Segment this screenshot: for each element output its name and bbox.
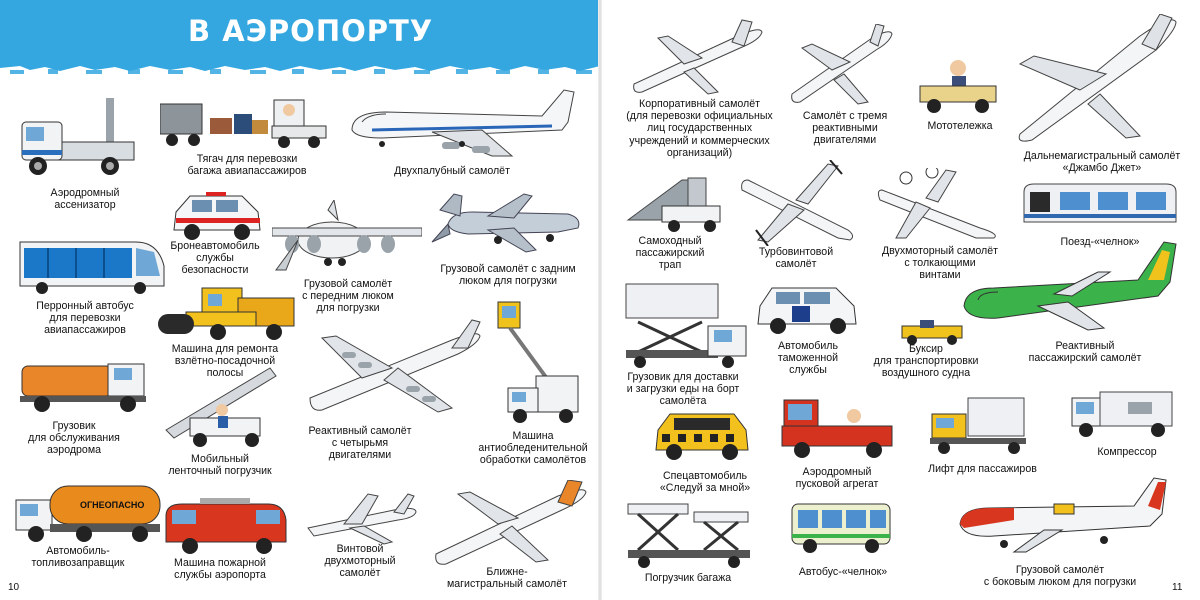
caption-fire-truck: Машина пожарной службы аэропорта xyxy=(174,557,266,582)
tank-warning-label: ОГНЕОПАСНО xyxy=(80,500,145,510)
passenger-jet-illustration xyxy=(958,236,1180,332)
caption-jumbo-jet: Дальнемагистральный самолёт «Джамбо Джет» xyxy=(1023,150,1181,175)
page-number-right: 11 xyxy=(1172,582,1183,593)
caption-baggage-loader: Погрузчик багажа xyxy=(644,572,732,584)
caption-rear-hatch-cargo-plane: Грузовой самолёт с задним люком для погрузки xyxy=(440,263,576,288)
caption-armored-security-car: Бронеавтомобиль службы безопасности xyxy=(170,240,260,277)
caption-aerodrome-service-truck: Грузовик для обслуживания аэродрома xyxy=(28,420,120,457)
side-hatch-cargo-plane-illustration xyxy=(954,474,1172,556)
ground-power-unit-illustration xyxy=(780,396,894,460)
caption-side-hatch-cargo-plane: Грузовой самолёт с боковым люком для погрузки xyxy=(983,564,1137,589)
caption-aerodrome-sanitizer: Аэродромный ассенизатор xyxy=(50,187,120,212)
caption-compressor: Компрессор xyxy=(1097,446,1157,458)
caption-double-deck-plane: Двухпалубный самолёт xyxy=(394,165,510,177)
caption-corporate-plane: Корпоративный самолёт (для перевозки официальных лиц государственных учреждений и коммерческих организаций) xyxy=(626,98,773,159)
belt-loader-illustration xyxy=(160,360,282,450)
corporate-plane-illustration xyxy=(628,18,766,96)
caption-front-hatch-cargo-plane: Грузовой самолёт с передним люком для погрузки xyxy=(302,278,394,315)
jumbo-jet-illustration xyxy=(1010,14,1180,142)
rear-hatch-cargo-plane-illustration xyxy=(428,192,586,256)
caption-aircraft-tug: Буксир для транспортировки воздушного судна xyxy=(873,343,979,380)
shuttle-train-illustration xyxy=(1020,182,1180,228)
turboprop-plane-illustration xyxy=(738,160,862,246)
caption-passenger-jet: Реактивный пассажирский самолёт xyxy=(1028,340,1142,365)
caption-pusher-twin-plane: Двухмоторный самолёт с толкающими винтами xyxy=(881,245,998,282)
caption-shuttle-bus: Автобус-«челнок» xyxy=(798,566,888,578)
caption-deicing-machine: Машина антиобледенительной обработки самолётов xyxy=(478,430,588,467)
pusher-twin-plane-illustration xyxy=(876,168,1004,240)
service-truck-illustration xyxy=(18,358,148,414)
baggage-loader-illustration xyxy=(624,494,754,570)
caption-apron-bus: Перронный автобус для перевозки авиапассажиров xyxy=(36,300,134,337)
apron-bus-illustration xyxy=(18,236,166,296)
four-engine-jet-illustration xyxy=(302,318,488,418)
deicing-machine-illustration xyxy=(488,300,580,428)
short-haul-plane-illustration xyxy=(428,480,592,566)
caption-mobile-stairs: Самоходный пассажирский трап xyxy=(635,235,705,272)
twin-prop-plane-illustration xyxy=(304,490,422,546)
caption-belt-loader: Мобильный ленточный погрузчик xyxy=(168,453,272,478)
double-deck-plane-illustration xyxy=(342,86,582,162)
passenger-lift-illustration xyxy=(928,394,1028,458)
caption-shuttle-train: Поезд-«челнок» xyxy=(1060,236,1140,248)
compressor-illustration xyxy=(1068,388,1176,440)
catering-truck-illustration xyxy=(622,282,748,370)
caption-twin-prop-plane: Винтовой двухмоторный самолёт xyxy=(324,543,396,580)
front-hatch-cargo-plane-illustration xyxy=(272,200,422,276)
sanitizer-truck-illustration xyxy=(18,98,138,180)
runway-repair-illustration xyxy=(158,284,296,342)
baggage-tractor-illustration xyxy=(160,96,328,148)
caption-turboprop-plane: Турбовинтовой самолёт xyxy=(758,246,834,271)
caption-motor-cart: Мототележка xyxy=(927,120,993,132)
fire-truck-illustration xyxy=(164,496,288,556)
page-spine xyxy=(598,0,602,600)
caption-three-jet-plane: Самолёт с тремя реактивными двигателями xyxy=(802,110,888,147)
mobile-stairs-illustration xyxy=(622,176,722,234)
three-jet-plane-illustration xyxy=(786,24,896,106)
page-title: В АЭРОПОРТУ xyxy=(188,14,434,48)
caption-catering-truck: Грузовик для доставки и загрузки еды на борт самолёта xyxy=(626,371,740,408)
caption-follow-me-car: Спецавтомобиль «Следуй за мной» xyxy=(659,470,751,495)
caption-short-haul-plane: Ближне- магистральный самолёт xyxy=(447,566,567,591)
customs-car-illustration xyxy=(756,284,860,336)
motor-cart-illustration xyxy=(918,58,998,114)
caption-baggage-tractor: Тягач для перевозки багажа авиапассажиров xyxy=(187,153,307,178)
caption-four-engine-jet: Реактивный самолёт с четырьмя двигателями xyxy=(308,425,412,462)
shuttle-bus-illustration xyxy=(788,500,894,556)
caption-runway-repair-machine: Машина для ремонта взлётно-посадочной полосы xyxy=(171,343,279,380)
fuel-truck-illustration xyxy=(14,484,162,544)
caption-ground-power-unit: Аэродромный пусковой агрегат xyxy=(795,466,879,491)
caption-customs-car: Автомобиль таможенной службы xyxy=(777,340,839,377)
caption-passenger-lift: Лифт для пассажиров xyxy=(928,463,1037,475)
follow-me-car-illustration xyxy=(654,410,750,462)
caption-fuel-truck: Автомобиль- топливозаправщик xyxy=(31,545,125,570)
security-car-illustration xyxy=(172,190,264,242)
banner-silhouettes xyxy=(0,58,600,78)
page-number-left: 10 xyxy=(8,582,20,593)
